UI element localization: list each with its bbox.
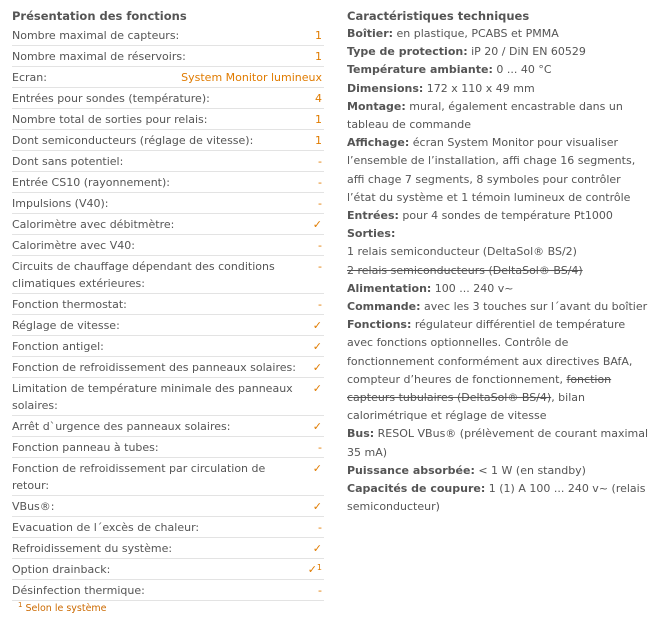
function-label: Nombre maximal de capteurs: (12, 29, 180, 42)
function-value-text: - (318, 239, 322, 252)
spec-temperature-label: Température ambiante: (347, 63, 493, 77)
spec-sorties-line1: 1 relais semiconducteur (DeltaSol® BS/2) (347, 245, 577, 259)
function-value (318, 237, 322, 254)
function-value (318, 195, 322, 212)
spec-capacites-value: 1 (1) A 100 ... 240 v~ (relais semiconducteur) (347, 482, 646, 514)
function-value-text: - (318, 176, 322, 189)
spec-montage (347, 98, 651, 134)
spec-alimentation (347, 280, 651, 298)
spec-bus-label: Bus: (347, 427, 375, 441)
function-row (12, 580, 324, 601)
check-icon (313, 498, 322, 515)
function-value-text: ✓ (312, 462, 322, 475)
function-row (12, 315, 324, 336)
function-label: VBus®: (12, 500, 55, 513)
spec-puissance-label: Puissance absorbée: (347, 463, 475, 477)
function-label: Evacuation de l´excès de chaleur: (12, 521, 200, 534)
check-icon (313, 418, 322, 435)
spec-alimentation-label: Alimentation: (347, 281, 432, 295)
function-row (12, 172, 324, 193)
function-value-text: ✓ (312, 500, 322, 513)
specs-title: Caractéristiques techniques (347, 9, 530, 23)
function-row (12, 437, 324, 458)
function-value (318, 439, 322, 456)
spec-protection-value: iP 20 / DiN EN 60529 (467, 45, 586, 59)
check-icon (313, 338, 322, 355)
spec-sorties-label: Sorties: (347, 227, 396, 241)
spec-commande-label: Commande: (347, 300, 421, 314)
spec-boitier-value: en plastique, PCABS et PMMA (393, 27, 559, 40)
function-row (12, 88, 324, 109)
function-value (315, 48, 322, 65)
spec-bus (347, 425, 651, 461)
function-row (12, 517, 324, 538)
function-value-text: ✓ (312, 319, 322, 332)
function-label: Ecran: (12, 71, 47, 84)
function-row (12, 193, 324, 214)
specs-panel (347, 8, 651, 516)
function-row (12, 416, 324, 437)
function-value-text: 1 (315, 50, 322, 63)
spec-commande-value: avec les 3 touches sur l´avant du boîtier (420, 300, 648, 314)
spec-affichage-label: Affichage: (347, 136, 410, 150)
functions-table (12, 25, 324, 601)
spec-puissance (347, 462, 651, 480)
function-label: Nombre maximal de réservoirs: (12, 50, 186, 63)
spec-fonctions-label: Fonctions: (347, 318, 412, 332)
function-label: Calorimètre avec V40: (12, 239, 135, 252)
spec-fonctions (347, 316, 651, 425)
footnote-number: 1 (18, 601, 23, 609)
spec-boitier (347, 25, 651, 43)
check-icon (313, 359, 322, 376)
function-label: Limitation de température minimale des panneaux solaires: (12, 382, 293, 412)
function-row (12, 109, 324, 130)
spec-affichage (347, 134, 651, 207)
function-value-text: - (318, 441, 322, 454)
spec-temperature (347, 61, 651, 79)
footnote-text: Selon le système (25, 603, 107, 614)
function-value-text: - (318, 155, 322, 168)
spec-protection (347, 43, 651, 61)
function-value-text: - (318, 521, 322, 534)
function-value-text: 4 (315, 92, 322, 105)
function-value (315, 90, 322, 107)
function-label: Nombre total de sorties pour relais: (12, 113, 208, 126)
spec-dimensions-label: Dimensions: (347, 81, 424, 95)
spec-montage-label: Montage: (347, 99, 406, 113)
function-row (12, 336, 324, 357)
function-label: Circuits de chauffage dépendant des conditions climatiques extérieures: (12, 260, 275, 290)
function-label: Arrêt d`urgence des panneaux solaires: (12, 420, 231, 433)
functions-title: Présentation des fonctions (12, 9, 187, 23)
function-value (315, 132, 322, 149)
function-label: Option drainback: (12, 563, 111, 576)
function-label: Fonction antigel: (12, 340, 104, 353)
function-value (315, 27, 322, 44)
function-value (181, 69, 322, 86)
function-label: Fonction de refroidissement des panneaux solaires: (12, 361, 296, 374)
function-label: Calorimètre avec débitmètre: (12, 218, 175, 231)
spec-temperature-value: 0 ... 40 °C (492, 63, 552, 77)
spec-dimensions (347, 80, 651, 98)
specs-text (347, 25, 651, 516)
function-row (12, 46, 324, 67)
function-value-text: ✓ (312, 542, 322, 555)
function-row (12, 67, 324, 88)
function-label: Entrée CS10 (rayonnement): (12, 176, 170, 189)
spec-entrees-label: Entrées: (347, 209, 399, 223)
function-value-text: ✓ (312, 218, 322, 231)
function-row (12, 458, 324, 496)
function-value-text: 1 (315, 29, 322, 42)
function-label: Fonction panneau à tubes: (12, 441, 159, 454)
function-row (12, 496, 324, 517)
function-row (12, 25, 324, 46)
functions-panel (12, 8, 324, 601)
spec-boitier-label: Boîtier: (347, 27, 394, 40)
spec-montage-value: mural, également encastrable dans un tableau de commande (347, 99, 623, 132)
function-value-text: ✓ (312, 382, 322, 395)
spec-puissance-value: < 1 W (en standby) (474, 463, 586, 477)
function-value-text: ✓ (307, 563, 317, 576)
function-value (318, 582, 322, 599)
spec-dimensions-value: 172 x 110 x 49 mm (423, 81, 535, 95)
function-value-text: ✓ (312, 420, 322, 433)
function-row (12, 538, 324, 559)
check-icon (313, 216, 322, 233)
spec-commande (347, 298, 651, 316)
function-value-text: ✓ (312, 340, 322, 353)
function-label: Réglage de vitesse: (12, 319, 120, 332)
function-value (318, 174, 322, 191)
spec-affichage-value: écran System Monitor pour visualiser l’ensemble de l’installation, affi chage 16 segments, affi chage 7 segments, 8 symboles pour contrôler l’état du système et 1 témoin lumineux de contrôle (347, 136, 636, 204)
spec-capacites (347, 480, 651, 516)
function-label: Fonction thermostat: (12, 298, 127, 311)
function-label: Dont sans potentiel: (12, 155, 124, 168)
spec-bus-value: RESOL VBus® (prélèvement de courant maximal 35 mA) (347, 427, 649, 459)
function-value-text: ✓ (312, 361, 322, 374)
spec-alimentation-value: 100 ... 240 v~ (431, 281, 514, 295)
spec-sorties (347, 225, 651, 243)
function-value-text: System Monitor lumineux (181, 71, 322, 84)
check-icon (313, 380, 322, 397)
footnote (18, 603, 107, 614)
spec-entrees (347, 207, 651, 225)
check-icon (313, 317, 322, 334)
function-value-text: - (318, 298, 322, 311)
spec-protection-label: Type de protection: (347, 45, 468, 59)
function-value-text: 1 (315, 134, 322, 147)
spec-entrees-value: pour 4 sondes de température Pt1000 (398, 209, 613, 223)
function-label: Entrées pour sondes (température): (12, 92, 210, 105)
function-row (12, 378, 324, 416)
check-icon (313, 460, 322, 477)
function-label: Fonction de refroidissement par circulation de retour: (12, 462, 266, 492)
function-label: Dont semiconducteurs (réglage de vitesse): (12, 134, 254, 147)
function-value-text: - (318, 584, 322, 597)
footnote-marker: 1 (316, 563, 322, 572)
function-value (315, 111, 322, 128)
function-value (318, 296, 322, 313)
function-row (12, 357, 324, 378)
function-value (318, 258, 322, 275)
function-row (12, 235, 324, 256)
function-label: Désinfection thermique: (12, 584, 145, 597)
function-value-text: - (318, 260, 322, 273)
function-row (12, 256, 324, 294)
function-value (318, 519, 322, 536)
function-value (318, 153, 322, 170)
spec-fonctions-value: régulateur différentiel de température avec fonctions optionnelles. Contrôle de fonctionnement conformément aux directives BAfA, compteur d’heures de fonctionnement, (347, 318, 633, 386)
function-row (12, 130, 324, 151)
spec-fonctions-end: , bilan calorimétrique et réglage de vitesse (347, 391, 585, 423)
function-label: Refroidissement du système: (12, 542, 173, 555)
function-row (12, 151, 324, 172)
check-icon (308, 561, 322, 578)
check-icon (313, 540, 322, 557)
spec-fonctions-strike: fonction capteurs tubulaires (DeltaSol® BS/4) (347, 372, 612, 405)
function-row (12, 214, 324, 235)
spec-sorties-line2: 2 relais semiconducteurs (DeltaSol® BS/4) (347, 263, 583, 277)
function-row (12, 559, 324, 580)
function-label: Impulsions (V40): (12, 197, 109, 210)
function-value-text: - (318, 197, 322, 210)
spec-capacites-label: Capacités de coupure: (347, 482, 486, 496)
function-value-text: 1 (315, 113, 322, 126)
function-row (12, 294, 324, 315)
